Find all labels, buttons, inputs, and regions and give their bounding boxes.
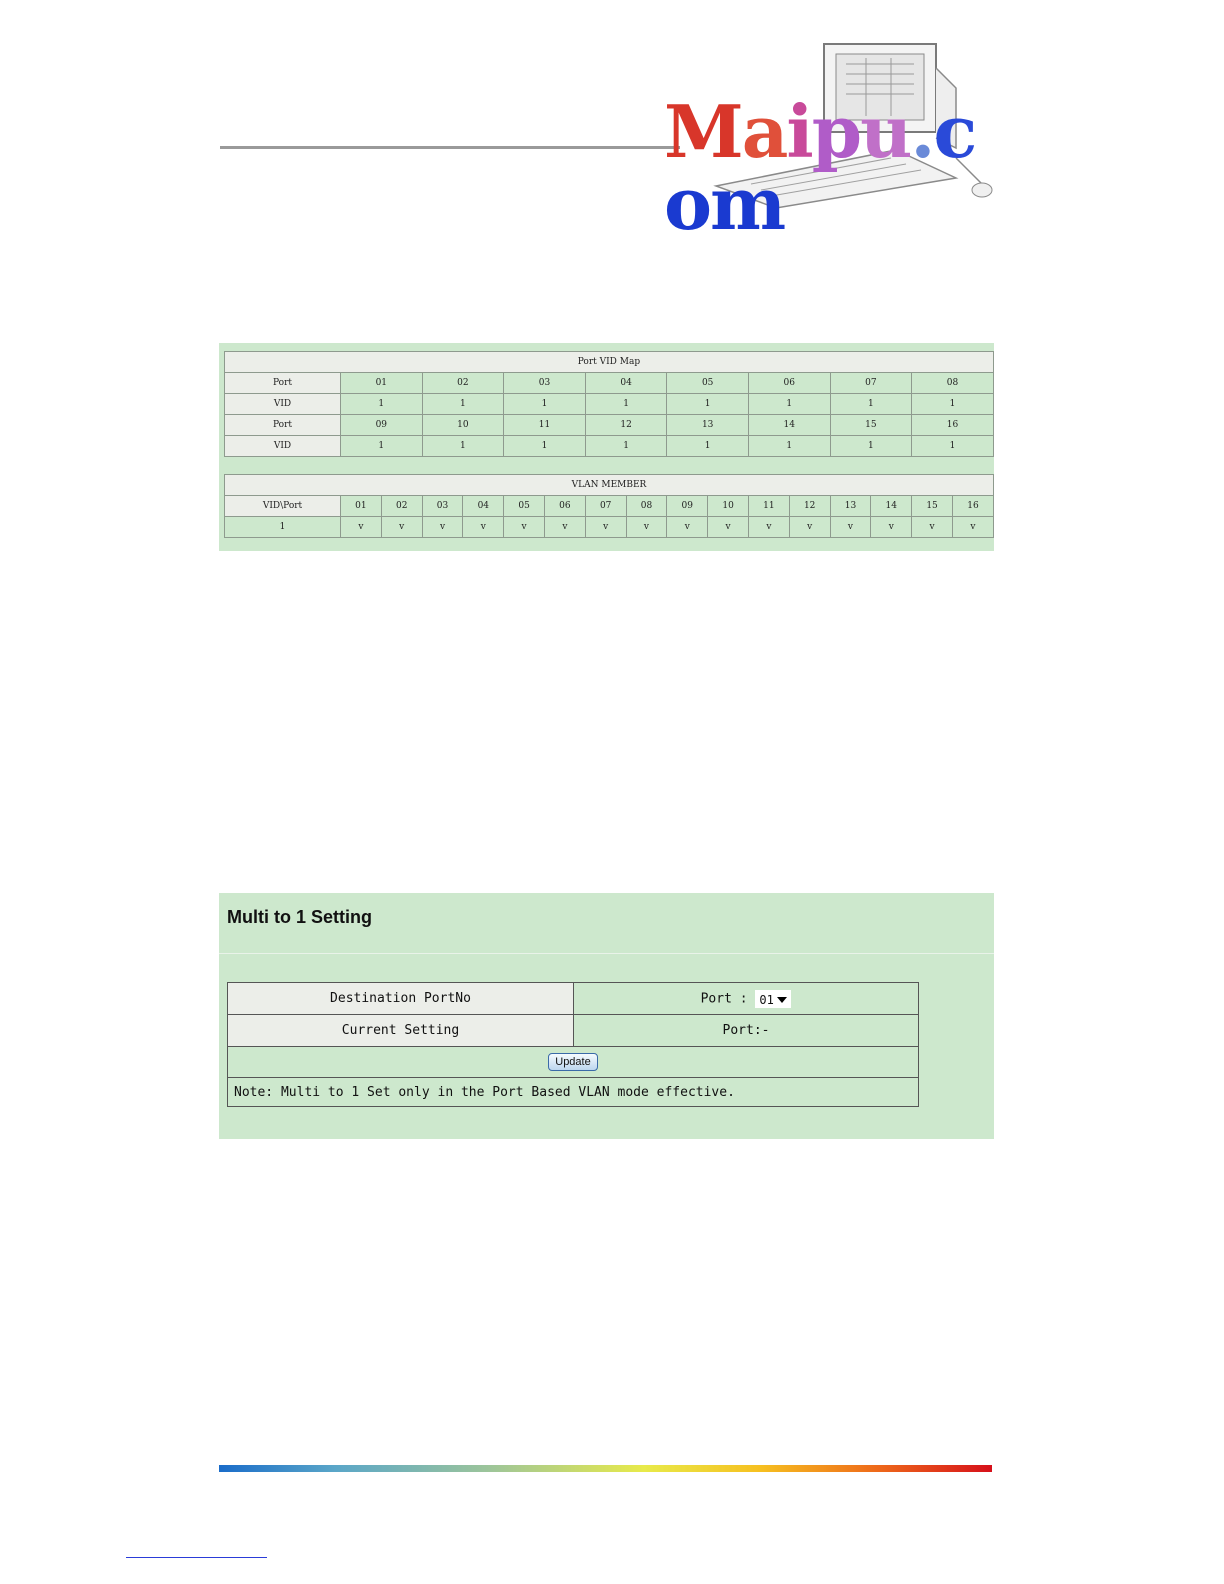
logo-letter: c — [933, 89, 976, 174]
header-rule — [220, 146, 680, 149]
destination-port-value: 01 — [759, 992, 774, 1007]
vid-cell: 1 — [225, 517, 341, 538]
port-vid-cell: 14 — [748, 415, 830, 436]
port-header-cell: 14 — [871, 496, 912, 517]
member-mark-cell: v — [463, 517, 504, 538]
member-mark-cell: v — [667, 517, 708, 538]
row-label: Port — [225, 415, 341, 436]
logo-letter: i — [786, 89, 812, 174]
member-mark-cell: v — [789, 517, 830, 538]
member-mark-cell: v — [341, 517, 382, 538]
port-header-cell: 15 — [912, 496, 953, 517]
port-vid-cell: 12 — [585, 415, 667, 436]
destination-port-select[interactable] — [755, 990, 791, 1008]
member-mark-cell: v — [544, 517, 585, 538]
member-mark-cell: v — [830, 517, 871, 538]
row-label: VID — [225, 394, 341, 415]
vid-port-header: VID\Port — [225, 496, 341, 517]
logo-letter: p — [811, 89, 861, 174]
port-vid-cell: 16 — [912, 415, 994, 436]
mode-note: Note: Multi to 1 Set only in the Port Based VLAN mode effective. — [228, 1078, 919, 1107]
logo-letter: . — [910, 89, 934, 174]
logo-letter: o — [664, 161, 711, 246]
port-header-cell: 03 — [422, 496, 463, 517]
port-header-cell: 05 — [504, 496, 545, 517]
port-vid-row — [225, 415, 994, 436]
update-row — [228, 1047, 919, 1078]
vlan-member-table — [224, 474, 994, 538]
member-mark-cell: v — [504, 517, 545, 538]
port-vid-cell: 07 — [830, 373, 912, 394]
member-mark-cell: v — [748, 517, 789, 538]
logo-letter: m — [710, 161, 785, 246]
port-vid-cell: 05 — [667, 373, 749, 394]
destination-port-label: Destination PortNo — [228, 983, 574, 1015]
port-vid-cell: 11 — [504, 415, 586, 436]
logo-letter: a — [741, 89, 787, 174]
port-header-cell: 12 — [789, 496, 830, 517]
port-vid-cell: 1 — [667, 394, 749, 415]
member-mark-cell: v — [871, 517, 912, 538]
port-vid-cell: 1 — [341, 394, 423, 415]
port-vid-cell: 1 — [748, 394, 830, 415]
destination-port-cell — [574, 983, 919, 1015]
port-vid-cell: 1 — [830, 394, 912, 415]
port-header-cell: 04 — [463, 496, 504, 517]
port-header-cell: 10 — [708, 496, 749, 517]
multi-to-1-panel — [219, 893, 994, 1139]
port-vid-cell: 13 — [667, 415, 749, 436]
port-header-cell: 01 — [341, 496, 382, 517]
port-vid-cell: 1 — [341, 436, 423, 457]
logo-letter: u — [860, 89, 911, 174]
logo-letter: M — [664, 89, 742, 174]
port-vid-cell: 1 — [422, 436, 504, 457]
port-vid-cell: 1 — [912, 394, 994, 415]
port-vid-cell: 02 — [422, 373, 504, 394]
port-header-cell: 09 — [667, 496, 708, 517]
footer-underline — [126, 1557, 267, 1558]
member-mark-cell: v — [422, 517, 463, 538]
row-label: Port — [225, 373, 341, 394]
port-vid-cell: 1 — [912, 436, 994, 457]
port-vid-map-table — [224, 351, 994, 457]
member-mark-cell: v — [952, 517, 993, 538]
port-header-cell: 08 — [626, 496, 667, 517]
port-vid-cell: 09 — [341, 415, 423, 436]
member-mark-cell: v — [585, 517, 626, 538]
port-vid-cell: 1 — [422, 394, 504, 415]
row-label: VID — [225, 436, 341, 457]
chevron-down-icon — [777, 997, 787, 1003]
port-vid-cell: 1 — [585, 394, 667, 415]
port-header-cell: 11 — [748, 496, 789, 517]
vlan-member-row — [225, 517, 994, 538]
member-mark-cell: v — [912, 517, 953, 538]
port-vid-map-caption: Port VID Map — [225, 352, 994, 373]
port-vid-cell: 04 — [585, 373, 667, 394]
port-prefix: Port : — [700, 991, 748, 1006]
port-vid-cell: 08 — [912, 373, 994, 394]
multi-to-1-form — [227, 982, 919, 1107]
vlan-member-header-row — [225, 496, 994, 517]
port-vid-cell: 1 — [504, 436, 586, 457]
port-vid-cell: 1 — [830, 436, 912, 457]
current-setting-label: Current Setting — [228, 1015, 574, 1047]
logo-wordmark — [664, 89, 998, 246]
port-header-cell: 07 — [585, 496, 626, 517]
vlan-member-caption: VLAN MEMBER — [225, 475, 994, 496]
port-header-cell: 13 — [830, 496, 871, 517]
port-vid-cell: 10 — [422, 415, 504, 436]
port-vid-row — [225, 394, 994, 415]
port-vid-cell: 1 — [667, 436, 749, 457]
vlan-status-panel — [219, 343, 994, 551]
member-mark-cell: v — [381, 517, 422, 538]
port-vid-cell: 1 — [504, 394, 586, 415]
port-vid-cell: 1 — [748, 436, 830, 457]
title-divider — [219, 953, 994, 954]
port-header-cell: 06 — [544, 496, 585, 517]
port-vid-cell: 15 — [830, 415, 912, 436]
port-vid-row — [225, 373, 994, 394]
port-vid-row — [225, 436, 994, 457]
port-vid-cell: 01 — [341, 373, 423, 394]
maipu-logo — [656, 38, 998, 246]
port-header-cell: 02 — [381, 496, 422, 517]
port-vid-cell: 06 — [748, 373, 830, 394]
member-mark-cell: v — [708, 517, 749, 538]
member-mark-cell: v — [626, 517, 667, 538]
update-button[interactable]: Update — [548, 1053, 597, 1071]
footer-color-bar — [219, 1465, 992, 1472]
port-header-cell: 16 — [952, 496, 993, 517]
port-vid-cell: 1 — [585, 436, 667, 457]
current-setting-value: Port:- — [574, 1015, 919, 1047]
port-vid-cell: 03 — [504, 373, 586, 394]
page-title: Multi to 1 Setting — [227, 907, 372, 927]
